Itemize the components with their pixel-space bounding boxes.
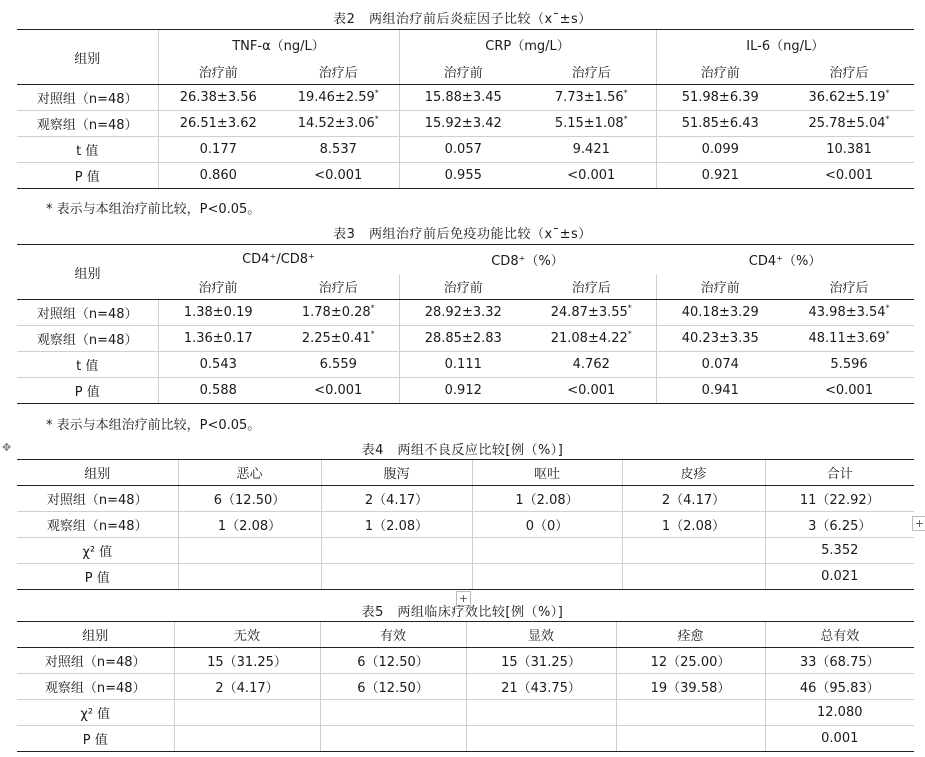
table-cell: <0.001 [784,378,914,404]
table-cell: 0（0） [472,512,622,538]
table4-title: 表4 两组不良反应比较[例（%）] [361,443,564,458]
table-cell: 9.421 [527,137,656,163]
table-cell: 1（2.08） [321,512,472,538]
table-cell: 0.921 [656,163,784,189]
row-label: 对照组（n=48） [17,85,158,111]
table-cell: <0.001 [278,378,399,404]
t2-header-il6: IL-6（ng/L） [656,30,914,59]
table-row [17,564,914,590]
table-cell [466,700,616,726]
add-column-icon[interactable]: + [912,516,925,531]
t4-header-cell: 腹泻 [321,460,472,486]
t2-subheader-before: 治疗前 [399,59,527,85]
row-label: 对照组（n=48） [17,648,174,674]
t2-header-tnf: TNF-α（ng/L） [158,30,399,59]
table-cell: 40.23±3.35 [656,326,784,352]
table-cell: 19（39.58） [616,674,765,700]
move-handle-icon[interactable]: ✥ [2,441,12,454]
table-cell: 5.15±1.08* [527,111,656,137]
t3-header-cd4: CD4⁺（%） [656,245,914,274]
table-cell: 14.52±3.06* [278,111,399,137]
table-cell: 33（68.75） [765,648,914,674]
table-cell [616,700,765,726]
table-cell [472,538,622,564]
table3-title: 表3 两组治疗前后免疫功能比较（x¯±s） [333,227,592,242]
t3-subheader-before: 治疗前 [158,274,278,300]
t3-subheader-after: 治疗后 [278,274,399,300]
table-cell: 12.080 [765,700,914,726]
table3 [17,244,914,404]
row-label: 观察组（n=48） [17,326,158,352]
table-cell: <0.001 [278,163,399,189]
row-label: P 值 [17,726,174,752]
add-row-icon[interactable]: + [456,591,471,606]
table-cell: 4.762 [527,352,656,378]
table-row [17,300,914,326]
row-label: 观察组（n=48） [17,111,158,137]
table2-note: * 表示与本组治疗前比较，P<0.05。 [46,202,261,217]
table-cell: 6（12.50） [178,486,321,512]
table-cell: 1（2.08） [472,486,622,512]
table-cell: 0.912 [399,378,527,404]
table2 [17,29,914,189]
table-cell: 0.543 [158,352,278,378]
table-cell: 28.92±3.32 [399,300,527,326]
t5-header-cell: 组别 [17,622,174,648]
table-cell: 15（31.25） [466,648,616,674]
table-cell: 24.87±3.55* [527,300,656,326]
table-cell: 0.021 [765,564,914,590]
table4 [17,459,914,590]
row-label: t 值 [17,137,158,163]
t4-header-cell: 恶心 [178,460,321,486]
table-cell: 19.46±2.59* [278,85,399,111]
table-cell: 6（12.50） [320,648,466,674]
table-cell: 2（4.17） [622,486,765,512]
table-cell: 15.92±3.42 [399,111,527,137]
t4-header-cell: 呕吐 [472,460,622,486]
table-cell [466,726,616,752]
table-cell: 0.057 [399,137,527,163]
table-cell: 25.78±5.04* [784,111,914,137]
table-cell: 21.08±4.22* [527,326,656,352]
row-label: P 值 [17,163,158,189]
table3-note: * 表示与本组治疗前比较，P<0.05。 [46,418,261,433]
t3-header-ratio: CD4⁺/CD8⁺ [158,245,399,274]
row-label: t 值 [17,352,158,378]
table-cell: 0.074 [656,352,784,378]
table-row [17,111,914,137]
table-cell [320,726,466,752]
table-cell: 5.596 [784,352,914,378]
table5 [17,621,914,752]
table-cell: 0.955 [399,163,527,189]
t3-header-cd8: CD8⁺（%） [399,245,656,274]
t3-header-group: 组别 [17,245,158,300]
t4-header-cell: 合计 [765,460,914,486]
table-row [17,137,914,163]
table-cell: 15.88±3.45 [399,85,527,111]
table-cell: <0.001 [784,163,914,189]
table-row [17,648,914,674]
table-cell [622,538,765,564]
t3-subheader-before: 治疗前 [399,274,527,300]
table-cell [174,726,320,752]
t5-header-cell: 有效 [320,622,466,648]
table-cell: 26.51±3.62 [158,111,278,137]
table-cell: 1.78±0.28* [278,300,399,326]
t5-header-cell: 总有效 [765,622,914,648]
table-cell: <0.001 [527,378,656,404]
table-cell: 0.941 [656,378,784,404]
table-row [17,486,914,512]
row-label: χ² 值 [17,700,174,726]
table-cell: 21（43.75） [466,674,616,700]
table-row [17,674,914,700]
table-cell: 11（22.92） [765,486,914,512]
table-row [17,352,914,378]
table-cell [321,538,472,564]
t5-header-cell: 痊愈 [616,622,765,648]
table-cell: <0.001 [527,163,656,189]
table-cell: 28.85±2.83 [399,326,527,352]
table-cell: 26.38±3.56 [158,85,278,111]
t2-header-crp: CRP（mg/L） [399,30,656,59]
table-cell: 0.588 [158,378,278,404]
table-cell: 40.18±3.29 [656,300,784,326]
table-cell: 7.73±1.56* [527,85,656,111]
row-label: P 值 [17,564,178,590]
table-cell: 1.36±0.17 [158,326,278,352]
t5-header-cell: 显效 [466,622,616,648]
table-cell: 0.860 [158,163,278,189]
t3-subheader-after: 治疗后 [527,274,656,300]
table-cell: 8.537 [278,137,399,163]
t2-header-group: 组别 [17,30,158,85]
row-label: P 值 [17,378,158,404]
table-row [17,538,914,564]
table-cell: 0.001 [765,726,914,752]
table-cell: 48.11±3.69* [784,326,914,352]
table-cell: 43.98±3.54* [784,300,914,326]
table-cell: 36.62±5.19* [784,85,914,111]
row-label: 观察组（n=48） [17,674,174,700]
table-cell: 51.85±6.43 [656,111,784,137]
table-cell: 2（4.17） [321,486,472,512]
table-cell: 0.111 [399,352,527,378]
table-cell: 10.381 [784,137,914,163]
table-row [17,726,914,752]
t2-subheader-after: 治疗后 [278,59,399,85]
table-cell [178,538,321,564]
table5-title: 表5 两组临床疗效比较[例（%）] [361,605,564,620]
table-cell: 3（6.25） [765,512,914,538]
table-cell: 51.98±6.39 [656,85,784,111]
table-cell: 0.177 [158,137,278,163]
table-cell [174,700,320,726]
table-row [17,163,914,189]
table-cell: 5.352 [765,538,914,564]
table-cell [472,564,622,590]
table-row [17,700,914,726]
table-cell: 2（4.17） [174,674,320,700]
table-cell: 0.099 [656,137,784,163]
t2-subheader-after: 治疗后 [784,59,914,85]
row-label: 对照组（n=48） [17,486,178,512]
row-label: 对照组（n=48） [17,300,158,326]
table-cell [321,564,472,590]
table-row [17,326,914,352]
t3-subheader-before: 治疗前 [656,274,784,300]
table-cell: 6.559 [278,352,399,378]
table-cell [320,700,466,726]
table-row [17,378,914,404]
table-row [17,85,914,111]
t3-subheader-after: 治疗后 [784,274,914,300]
table-cell [622,564,765,590]
table-cell: 2.25±0.41* [278,326,399,352]
table-cell: 1（2.08） [178,512,321,538]
table-cell: 6（12.50） [320,674,466,700]
table-cell: 46（95.83） [765,674,914,700]
table-cell [178,564,321,590]
table-cell: 1（2.08） [622,512,765,538]
row-label: χ² 值 [17,538,178,564]
t2-subheader-before: 治疗前 [656,59,784,85]
row-label: 观察组（n=48） [17,512,178,538]
table2-title: 表2 两组治疗前后炎症因子比较（x¯±s） [333,12,592,27]
t5-header-cell: 无效 [174,622,320,648]
table-cell: 1.38±0.19 [158,300,278,326]
t2-subheader-after: 治疗后 [527,59,656,85]
table-cell: 12（25.00） [616,648,765,674]
table-cell: 15（31.25） [174,648,320,674]
table-row [17,512,914,538]
table-cell [616,726,765,752]
t4-header-cell: 组别 [17,460,178,486]
t4-header-cell: 皮疹 [622,460,765,486]
t2-subheader-before: 治疗前 [158,59,278,85]
